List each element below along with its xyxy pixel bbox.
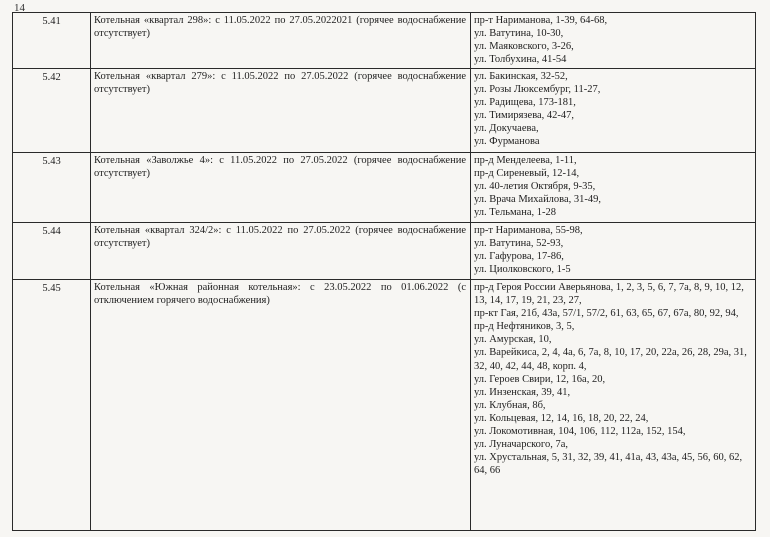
address-item: ул. Розы Люксембург, 11-27,	[474, 84, 601, 96]
address-item: ул. Героев Свири, 12, 16а, 20,	[474, 373, 606, 385]
address-item: пр-кт Гая, 21б, 43а, 57/1, 57/2, 61, 63, 65, 67, 67а, 80, 92, 94,	[474, 308, 739, 320]
address-item: ул. Кольцевая, 12, 14, 16, 18, 20, 22, 24,	[474, 412, 649, 424]
row-number: 5.42	[13, 69, 91, 153]
address-item: ул. Луначарского, 7а,	[474, 439, 568, 451]
address-item: пр-д Героя России Аверьянова, 1, 2, 3, 5, 6, 7, 7а, 8, 9, 10, 12, 13, 14, 17, 19, 21, 23, 27,	[474, 282, 744, 307]
boiler-description: Котельная «квартал 279»: с 11.05.2022 по 27.05.2022 (горячее водоснабжение отсутствует)	[91, 69, 471, 153]
address-item: ул. Амурская, 10,	[474, 334, 552, 346]
address-item: ул. Ватутина, 52-93,	[474, 238, 564, 250]
address-list	[471, 280, 756, 531]
address-list	[471, 13, 756, 69]
address-item: пр-д Менделеева, 1-11,	[474, 155, 577, 166]
boiler-description: Котельная «квартал 298»: с 11.05.2022 по 27.05.2022021 (горячее водоснабжение отсутствует)	[91, 13, 471, 69]
address-item: ул. Бакинская, 32-52,	[474, 71, 568, 82]
table-row	[13, 13, 756, 69]
address-item: пр-д Нефтяников, 3, 5,	[474, 321, 575, 333]
table-row	[13, 69, 756, 153]
address-item: ул. Хрустальная, 5, 31, 32, 39, 41, 41а, 43, 43а, 45, 56, 60, 62, 64, 66	[474, 452, 743, 477]
page-number: 14	[14, 2, 25, 14]
row-number: 5.43	[13, 153, 91, 223]
address-item: пр-т Нариманова, 55-98,	[474, 225, 583, 236]
address-item: ул. 40-летия Октября, 9-35,	[474, 181, 596, 193]
address-item: ул. Циолковского, 1-5	[474, 264, 571, 276]
address-item: ул. Локомотивная, 104, 106, 112, 112а, 152, 154,	[474, 426, 686, 438]
address-item: ул. Докучаева,	[474, 123, 539, 135]
address-list	[471, 223, 756, 280]
boiler-schedule-table	[12, 12, 756, 531]
address-item: ул. Тельмана, 1-28	[474, 207, 556, 219]
address-list	[471, 153, 756, 223]
address-item: ул. Клубная, 8б,	[474, 399, 546, 411]
address-item: пр-т Нариманова, 1-39, 64-68,	[474, 15, 608, 26]
boiler-description: Котельная «Заволжье 4»: с 11.05.2022 по 27.05.2022 (горячее водоснабжение отсутствует)	[91, 153, 471, 223]
row-number: 5.45	[13, 280, 91, 531]
row-number: 5.44	[13, 223, 91, 280]
address-item: ул. Ватутина, 10-30,	[474, 28, 564, 40]
address-item: пр-д Сиреневый, 12-14,	[474, 168, 580, 180]
address-item: ул. Инзенская, 39, 41,	[474, 386, 571, 398]
row-number: 5.41	[13, 13, 91, 69]
address-item: ул. Маяковского, 3-26,	[474, 41, 574, 53]
address-item: ул. Врача Михайлова, 31-49,	[474, 194, 602, 206]
address-list	[471, 69, 756, 153]
table-row	[13, 280, 756, 531]
table-row	[13, 153, 756, 223]
address-item: ул. Гафурова, 17-86,	[474, 251, 564, 263]
address-item: ул. Варейкиса, 2, 4, 4а, 6, 7а, 8, 10, 17, 20, 22а, 26, 28, 29а, 31, 32, 40, 42, 44, 48, корп. 4,	[474, 347, 747, 372]
address-item: ул. Фурманова	[474, 136, 540, 148]
boiler-description: Котельная «квартал 324/2»: с 11.05.2022 по 27.05.2022 (горячее водоснабжение отсутствует)	[91, 223, 471, 280]
address-item: ул. Толбухина, 41-54	[474, 54, 567, 66]
address-item: ул. Радищева, 173-181,	[474, 97, 576, 109]
table-row	[13, 223, 756, 280]
address-item: ул. Тимирязева, 42-47,	[474, 110, 575, 122]
boiler-description: Котельная «Южная районная котельная»: с 23.05.2022 по 01.06.2022 (с отключением горячего водоснабжения)	[91, 280, 471, 531]
